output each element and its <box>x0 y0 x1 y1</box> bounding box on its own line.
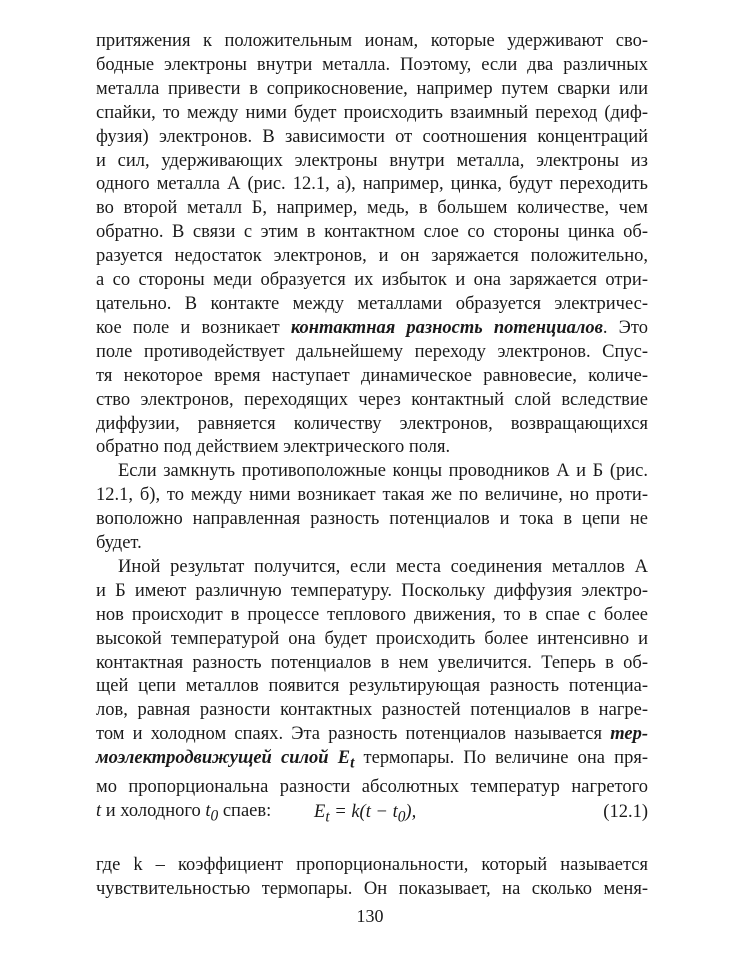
text-line: поле противодействует дальнейшему переходу электронов. Спус- <box>96 341 648 362</box>
text-line: и Б имеют различную температуру. Поскольку диффузия электро- <box>96 580 648 601</box>
equation-number: (12.1) <box>603 802 648 822</box>
equation-12-1 <box>96 802 648 828</box>
text-line <box>96 723 648 747</box>
text-fragment: и холодного <box>101 800 206 821</box>
text-line: высокой температурой она будет происходить более интенсивно и <box>96 628 648 649</box>
text-line <box>96 747 648 776</box>
text-line: Если замкнуть противоположные концы проводников А и Б (рис. <box>118 461 648 482</box>
text-fragment: том и холодном спаях. Эта разность потенциалов называется <box>96 724 611 745</box>
term-contact-potential: контактная разность потенциалов <box>290 317 603 338</box>
text-fragment: термопары. По величине она пря- <box>354 748 648 769</box>
text-line: во второй металл Б, например, медь, в большем количестве, чем <box>96 198 648 219</box>
text-line: а со стороны меди образуется их избыток и она заряжается отри- <box>96 270 648 291</box>
text-line: тя некоторое время наступает динамическое равновесие, количе- <box>96 365 648 386</box>
text-line: обратно под действием электрического поля. <box>96 437 451 458</box>
subscript: t <box>350 754 355 772</box>
equation-expression <box>314 802 416 827</box>
text-line: притяжения к положительным ионам, которые удерживают сво- <box>96 31 648 51</box>
text-after-formula <box>96 854 648 902</box>
variable-t0: t <box>205 800 211 821</box>
term-thermo-emf-part1: тер- <box>610 724 648 745</box>
text-line: где k – коэффициент пропорциональности, который называется <box>96 855 648 875</box>
variable-t: t <box>96 800 102 821</box>
text-line: металла привести в соприкосновение, например путем сварки или <box>96 78 648 99</box>
text-line: диффузии, равняется количеству электронов, возвращающихся <box>96 413 648 434</box>
text-line: и сил, удерживающих электроны внутри металла, электроны из <box>96 150 648 171</box>
text-line: обратно. В связи с этим в контактном слое со стороны цинка об- <box>96 222 648 243</box>
text-line: 12.1, б), то между ними возникает такая же по величине, но проти- <box>96 485 648 506</box>
text-fragment: спаев: <box>218 800 272 821</box>
text-line: воположно направленная разность потенциалов и тока в цепи не <box>96 509 648 530</box>
subscript: 0 <box>397 808 406 826</box>
text-line: бодные электроны внутри металла. Поэтому, если два различных <box>96 54 648 75</box>
text-line: Иной результат получится, если места соединения металлов А <box>118 556 648 577</box>
text-line: контактная разность потенциалов в нем увеличится. Теперь в об- <box>96 652 648 673</box>
text-line: разуется недостаток электронов, и он заряжается положительно, <box>96 246 648 267</box>
text-line: будет. <box>96 533 142 554</box>
text-line: нов происходит в процессе теплового движения, то в спае с более <box>96 604 648 625</box>
text-line: мо пропорциональна разности абсолютных температур нагретого <box>96 776 648 797</box>
text-line: фузия) электронов. В зависимости от соотношения концентраций <box>96 126 648 147</box>
equation-rhs: = k(t − t <box>329 802 398 822</box>
term-thermo-emf-part2: моэлектродвижущей силой E <box>96 748 351 769</box>
text-line: спайки, то между ними будет происходить взаимный переход (диф- <box>96 102 648 123</box>
text-fragment: кое поле и возникает <box>96 317 291 338</box>
main-text <box>96 30 648 828</box>
text-line: щей цепи металлов появится результирующая разность потенциа- <box>96 676 648 697</box>
text-line: цательно. В контакте между металлами образуется электричес- <box>96 293 648 314</box>
subscript: 0 <box>210 807 219 825</box>
equation-rhs-end: ), <box>405 802 417 822</box>
text-line: одного металла А (рис. 12.1, а), например, цинка, будут переходить <box>96 174 648 195</box>
text-line: лов, равная разности контактных разностей потенциалов в нагре- <box>96 700 648 721</box>
text-line: ство электронов, переходящих через контактный слой вследствие <box>96 389 648 410</box>
text-fragment: . Это <box>602 317 648 338</box>
subscript: t <box>325 808 330 826</box>
text-line: чувствительностью термопары. Он показывает, на сколько меня- <box>96 878 648 899</box>
page-number: 130 <box>356 906 384 926</box>
equation-lhs: E <box>314 802 326 822</box>
text-line <box>96 317 648 341</box>
